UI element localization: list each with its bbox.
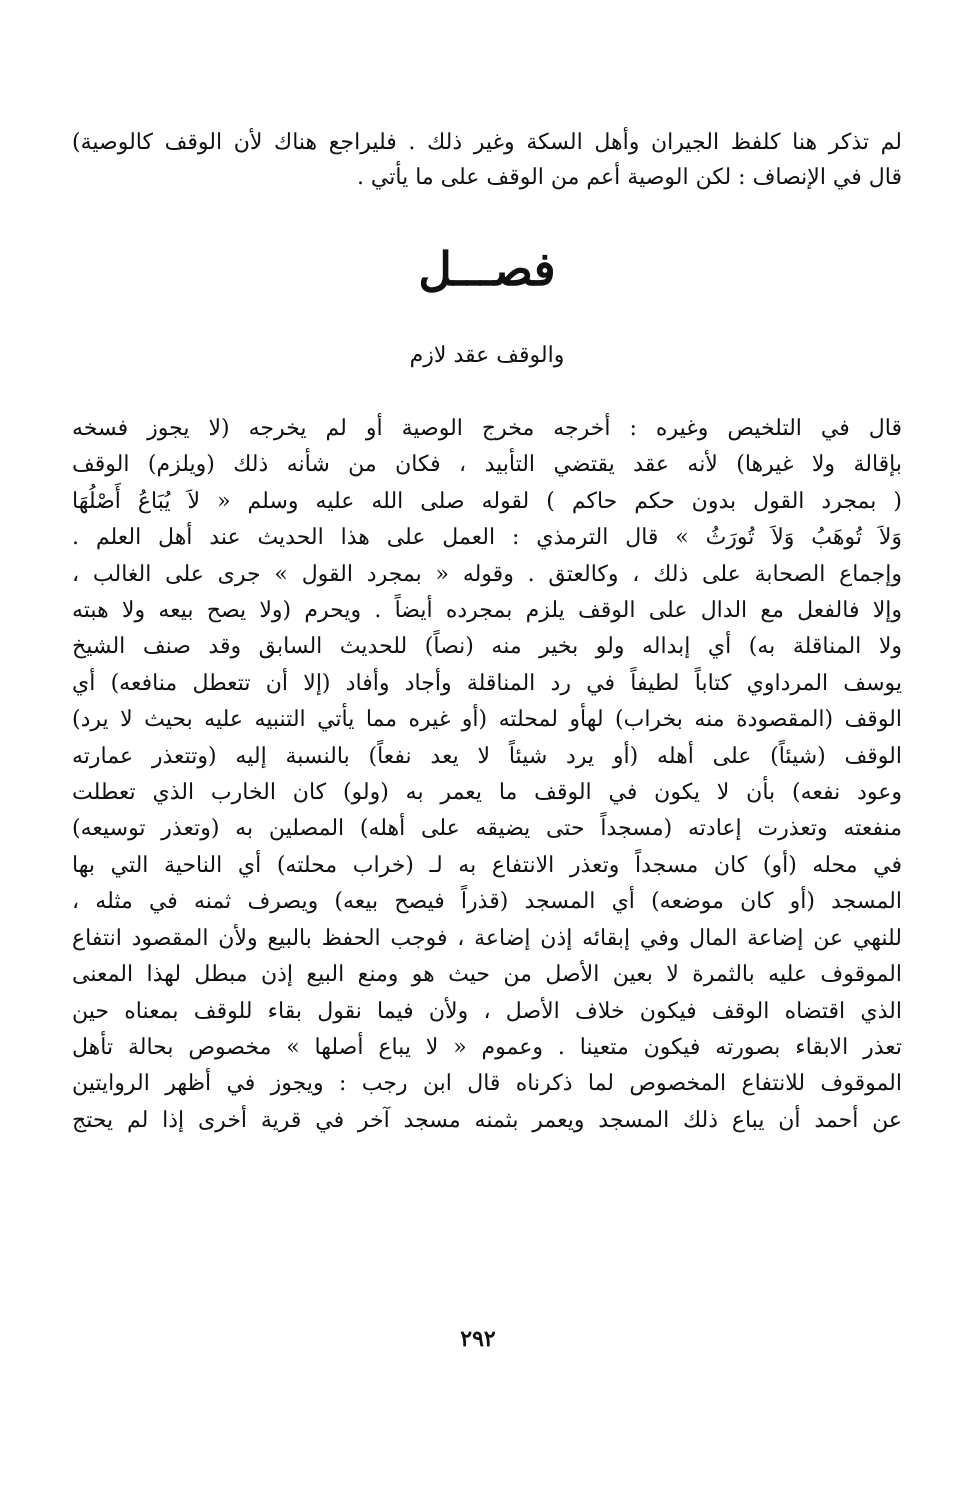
intro-paragraph (72, 126, 902, 195)
body-line: الذي اقتضاه الوقف فيكون خلاف الأصل ، ولأن فيما نقول بقاء للوقف بمعناه حين (72, 998, 902, 1024)
body-line: تعذر الابقاء بصورته فيكون متعينا . وعموم « لا يباع أصلها » مخصوص بحالة تأهل (72, 1034, 902, 1060)
page-content (72, 126, 902, 1139)
body-line: ولا المناقلة به) أي إبداله ولو بخير منه (نصاً) للحديث السابق وقد صنف الشيخ (72, 634, 902, 660)
page-number: ٢٩٢ (460, 1326, 496, 1352)
body-paragraph (72, 411, 902, 1139)
section-heading: فصـــل (418, 242, 556, 296)
body-line: منفعته وتعذرت إعادته (مسجداً حتى يضيقه على أهله) المصلين به (وتعذر توسيعه) (72, 816, 902, 842)
body-line: يوسف المرداوي كتاباً لطيفاً في رد المناقلة وأجاد وأفاد (إلا أن تتعطل منافعه) أي (72, 670, 902, 696)
body-line: قال في التلخيص وغيره : أخرجه مخرج الوصية أو لم يخرجه (لا يجوز فسخه (72, 416, 902, 441)
body-line: عن أحمد أن يباع ذلك المسجد ويعمر بثمنه مسجد آخر في قرية أخرى إذا لم يحتج (72, 1107, 902, 1133)
section-subheading: والوقف عقد لازم (409, 343, 565, 368)
body-line: الموقوف عليه بالثمرة لا بعين الأصل من حيث هو ومنع البيع إذن مبطل لهذا المعنى (72, 962, 902, 988)
body-line: الموقوف للانتفاع المخصوص لما ذكرناه قال ابن رجب : ويجوز في أظهر الروايتين (72, 1071, 902, 1097)
body-line: المسجد (أو كان موضعه) أي المسجد (قذراً فيصح بيعه) ويصرف ثمنه في مثله ، (72, 889, 902, 915)
body-line: الوقف (المقصودة منه بخراب) لهأو لمحلته (أو غيره مما يأتي التنبيه عليه بحيث لا يرد) (72, 707, 902, 733)
body-line: وإجماع الصحابة على ذلك ، وكالعتق . وقوله « بمجرد القول » جرى على الغالب ، (72, 561, 902, 587)
intro-line: لم تذكر هنا كلفظ الجيران وأهل السكة وغير ذلك . فليراجع هناك لأن الوقف كالوصية) (72, 130, 902, 155)
body-line: بإقالة ولا غيرها) لأنه عقد يقتضي التأبيد ، فكان من شأنه ذلك (ويلزم) الوقف (72, 452, 902, 478)
body-line: في محله (أو) كان مسجداً وتعذر الانتفاع به لـ (خراب محلته) أي الناحية التي بها (72, 852, 902, 878)
body-line: وعود نفعه) بأن لا يكون في الوقف ما يعمر به (ولو) كان الخارب الذي تعطلت (72, 780, 902, 806)
body-line: وَلاَ تُوهَبُ وَلاَ تُورَثُ » قال الترمذي : العمل على هذا الحديث عند أهل العلم . (72, 525, 902, 551)
body-line: وإلا فالفعل مع الدال على الوقف يلزم بمجرده أيضاً . ويحرم (ولا يصح بيعه ولا هبته (72, 598, 902, 624)
body-line: الوقف (شيئاً) على أهله (أو يرد شيئاً لا يعد نفعاً) بالنسبة إليه (وتتعذر عمارته (72, 743, 902, 769)
intro-line: قال في الإنصاف : لكن الوصية أعم من الوقف على ما يأتي . (356, 164, 902, 190)
body-line: للنهي عن إضاعة المال وفي إبقائه إذن إضاعة ، فوجب الحفظ بالبيع ولأن المقصود انتفاع (72, 925, 902, 951)
body-line: ( بمجرد القول بدون حكم حاكم ) لقوله صلى الله عليه وسلم « لاَ يُبَاعُ أَصْلُهَا (72, 488, 902, 514)
